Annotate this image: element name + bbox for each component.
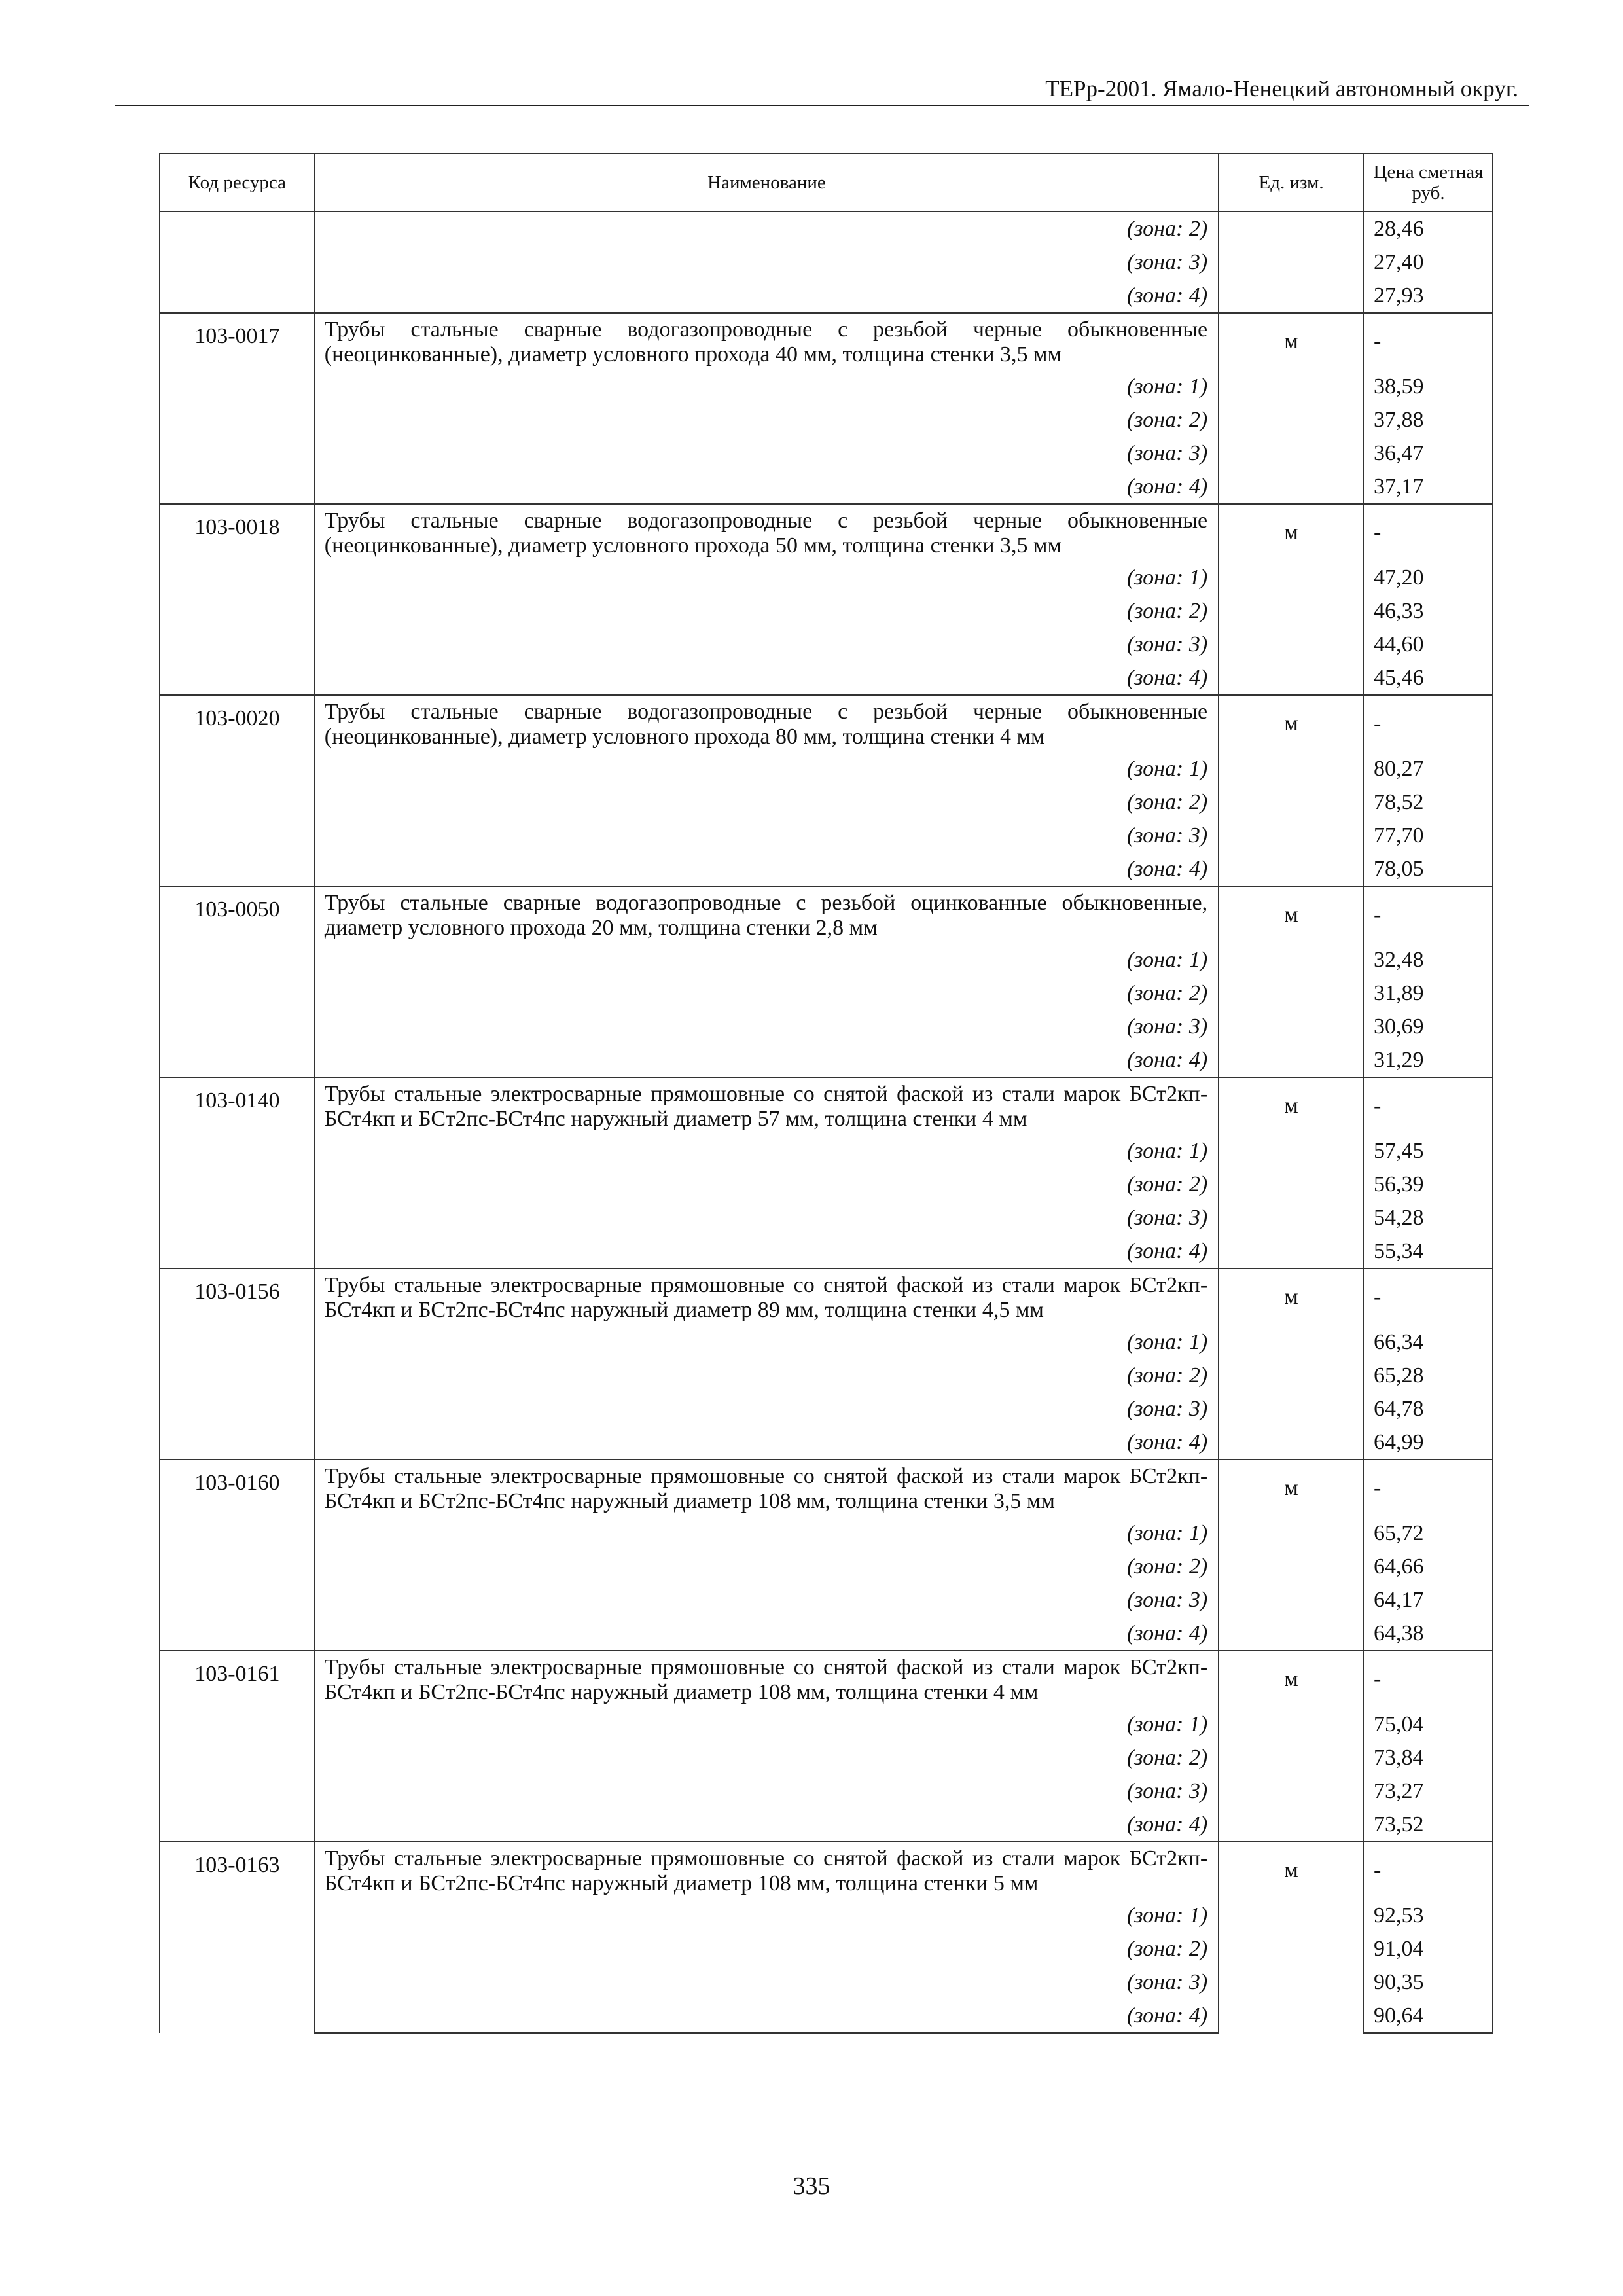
price-cell: 37,88 bbox=[1364, 403, 1493, 437]
zone-row bbox=[160, 1426, 1493, 1460]
table-row bbox=[160, 245, 1493, 279]
zone-cell: (зона: 2) bbox=[315, 1932, 1219, 1965]
price-cell: 54,28 bbox=[1364, 1201, 1493, 1234]
unit-cell bbox=[1219, 1426, 1364, 1460]
code-cell bbox=[160, 561, 315, 594]
zone-row bbox=[160, 1134, 1493, 1168]
zone-cell: (зона: 1) bbox=[315, 561, 1219, 594]
price-cell: 47,20 bbox=[1364, 561, 1493, 594]
price-cell: - bbox=[1364, 886, 1493, 943]
code-cell bbox=[160, 752, 315, 785]
zone-row bbox=[160, 1999, 1493, 2033]
table-row bbox=[160, 1651, 1493, 1708]
code-cell bbox=[160, 1583, 315, 1617]
zone-cell: (зона: 2) bbox=[315, 785, 1219, 819]
header-name: Наименование bbox=[315, 154, 1219, 211]
price-cell: 73,84 bbox=[1364, 1741, 1493, 1774]
zone-cell: (зона: 4) bbox=[315, 1617, 1219, 1651]
unit-cell bbox=[1219, 1234, 1364, 1268]
code-cell bbox=[160, 470, 315, 504]
price-cell: 65,72 bbox=[1364, 1516, 1493, 1550]
table-body bbox=[160, 211, 1493, 2033]
price-cell: 37,17 bbox=[1364, 470, 1493, 504]
zone-cell: (зона: 4) bbox=[315, 279, 1219, 313]
unit-cell bbox=[1219, 943, 1364, 977]
unit-cell bbox=[1219, 245, 1364, 279]
price-cell: - bbox=[1364, 504, 1493, 561]
code-cell bbox=[160, 370, 315, 403]
code-cell bbox=[160, 785, 315, 819]
price-cell: 78,05 bbox=[1364, 852, 1493, 886]
document-title: ТЕРр-2001. Ямало-Ненецкий автономный округ. bbox=[1045, 76, 1518, 101]
unit-cell bbox=[1219, 211, 1364, 245]
table-row bbox=[160, 1268, 1493, 1325]
zone-cell: (зона: 4) bbox=[315, 1999, 1219, 2033]
price-cell: 64,78 bbox=[1364, 1392, 1493, 1426]
price-cell: - bbox=[1364, 313, 1493, 370]
zone-row bbox=[160, 1932, 1493, 1965]
code-cell bbox=[160, 1617, 315, 1651]
unit-cell bbox=[1219, 1043, 1364, 1077]
resource-code-cell bbox=[160, 504, 315, 561]
resource-code-cell bbox=[160, 886, 315, 943]
resource-name: Трубы стальные электросварные прямошовные со снятой фаской из стали марок БСт2кп-БСт4кп и БСт2пс-БСт4пс наружный диаметр 57 мм, толщина стенки 4 мм bbox=[315, 1077, 1219, 1134]
code-cell bbox=[160, 1808, 315, 1842]
price-cell: 46,33 bbox=[1364, 594, 1493, 628]
resource-code-cell bbox=[160, 695, 315, 752]
code-cell bbox=[160, 594, 315, 628]
price-cell: 28,46 bbox=[1364, 211, 1493, 245]
table-row bbox=[160, 695, 1493, 752]
zone-cell: (зона: 3) bbox=[315, 628, 1219, 661]
code-cell bbox=[160, 1426, 315, 1460]
price-cell: - bbox=[1364, 1077, 1493, 1134]
page-header bbox=[115, 73, 1529, 106]
zone-cell: (зона: 3) bbox=[315, 1392, 1219, 1426]
resource-name: Трубы стальные электросварные прямошовные со снятой фаской из стали марок БСт2кп-БСт4кп и БСт2пс-БСт4пс наружный диаметр 108 мм, толщина стенки 5 мм bbox=[315, 1842, 1219, 1899]
zone-row bbox=[160, 1583, 1493, 1617]
resource-code: 103-0017 bbox=[194, 324, 280, 348]
zone-cell: (зона: 2) bbox=[315, 1741, 1219, 1774]
code-cell bbox=[160, 661, 315, 695]
unit-cell: м bbox=[1219, 1460, 1364, 1516]
price-cell: 65,28 bbox=[1364, 1359, 1493, 1392]
zone-row bbox=[160, 1774, 1493, 1808]
zone-row bbox=[160, 785, 1493, 819]
unit-cell bbox=[1219, 1550, 1364, 1583]
zone-row bbox=[160, 1234, 1493, 1268]
zone-cell: (зона: 4) bbox=[315, 1426, 1219, 1460]
zone-row bbox=[160, 370, 1493, 403]
resource-name: Трубы стальные электросварные прямошовные со снятой фаской из стали марок БСт2кп-БСт4кп и БСт2пс-БСт4пс наружный диаметр 108 мм, толщина стенки 3,5 мм bbox=[315, 1460, 1219, 1516]
unit-cell: м bbox=[1219, 1651, 1364, 1708]
resource-name: Трубы стальные электросварные прямошовные со снятой фаской из стали марок БСт2кп-БСт4кп и БСт2пс-БСт4пс наружный диаметр 108 мм, толщина стенки 4 мм bbox=[315, 1651, 1219, 1708]
resource-code: 103-0163 bbox=[194, 1853, 280, 1877]
code-cell bbox=[160, 977, 315, 1010]
zone-cell: (зона: 1) bbox=[315, 1325, 1219, 1359]
zone-row bbox=[160, 852, 1493, 886]
price-cell: 56,39 bbox=[1364, 1168, 1493, 1201]
zone-row bbox=[160, 470, 1493, 504]
unit-cell: м bbox=[1219, 1077, 1364, 1134]
zone-row bbox=[160, 561, 1493, 594]
zone-cell: (зона: 2) bbox=[315, 594, 1219, 628]
unit-cell bbox=[1219, 1808, 1364, 1842]
zone-row bbox=[160, 1741, 1493, 1774]
price-cell: 78,52 bbox=[1364, 785, 1493, 819]
unit-cell bbox=[1219, 977, 1364, 1010]
unit-cell bbox=[1219, 1583, 1364, 1617]
resource-code: 103-0156 bbox=[194, 1280, 280, 1304]
unit-cell bbox=[1219, 1516, 1364, 1550]
unit-cell bbox=[1219, 1708, 1364, 1741]
unit-cell bbox=[1219, 561, 1364, 594]
code-cell bbox=[160, 1999, 315, 2033]
zone-row bbox=[160, 1168, 1493, 1201]
zone-row bbox=[160, 1392, 1493, 1426]
resource-code: 103-0018 bbox=[194, 515, 280, 539]
code-cell bbox=[160, 1010, 315, 1043]
unit-cell bbox=[1219, 1741, 1364, 1774]
zone-cell: (зона: 3) bbox=[315, 1583, 1219, 1617]
table-header-row bbox=[160, 154, 1493, 211]
header-price: Цена сметная руб. bbox=[1364, 154, 1493, 211]
price-cell: - bbox=[1364, 695, 1493, 752]
price-cell: 90,64 bbox=[1364, 1999, 1493, 2033]
zone-row bbox=[160, 1201, 1493, 1234]
resource-code: 103-0161 bbox=[194, 1662, 280, 1686]
unit-cell bbox=[1219, 1134, 1364, 1168]
zone-row bbox=[160, 661, 1493, 695]
zone-cell: (зона: 4) bbox=[315, 1808, 1219, 1842]
unit-cell bbox=[1219, 1325, 1364, 1359]
price-cell: 55,34 bbox=[1364, 1234, 1493, 1268]
code-cell bbox=[160, 819, 315, 852]
zone-cell: (зона: 1) bbox=[315, 1134, 1219, 1168]
code-cell bbox=[160, 1550, 315, 1583]
zone-cell: (зона: 3) bbox=[315, 1201, 1219, 1234]
zone-cell: (зона: 3) bbox=[315, 1965, 1219, 1999]
code-cell bbox=[160, 1741, 315, 1774]
zone-row bbox=[160, 943, 1493, 977]
unit-cell bbox=[1219, 594, 1364, 628]
zone-row bbox=[160, 977, 1493, 1010]
unit-cell bbox=[1219, 403, 1364, 437]
zone-row bbox=[160, 1325, 1493, 1359]
code-cell bbox=[160, 1516, 315, 1550]
unit-cell bbox=[1219, 279, 1364, 313]
price-cell: 75,04 bbox=[1364, 1708, 1493, 1741]
unit-cell bbox=[1219, 1392, 1364, 1426]
unit-cell bbox=[1219, 1899, 1364, 1932]
table-row bbox=[160, 504, 1493, 561]
unit-cell bbox=[1219, 1999, 1364, 2033]
price-cell: - bbox=[1364, 1842, 1493, 1899]
price-cell: 92,53 bbox=[1364, 1899, 1493, 1932]
code-cell bbox=[160, 852, 315, 886]
price-cell: 30,69 bbox=[1364, 1010, 1493, 1043]
code-cell bbox=[160, 403, 315, 437]
price-cell: 57,45 bbox=[1364, 1134, 1493, 1168]
resource-code-cell bbox=[160, 1651, 315, 1708]
zone-cell: (зона: 3) bbox=[315, 437, 1219, 470]
price-cell: 45,46 bbox=[1364, 661, 1493, 695]
unit-cell bbox=[1219, 819, 1364, 852]
price-cell: 27,93 bbox=[1364, 279, 1493, 313]
code-cell bbox=[160, 1774, 315, 1808]
unit-cell bbox=[1219, 785, 1364, 819]
code-cell bbox=[160, 1932, 315, 1965]
zone-cell: (зона: 1) bbox=[315, 370, 1219, 403]
resource-code-cell bbox=[160, 1460, 315, 1516]
zone-cell: (зона: 2) bbox=[315, 1168, 1219, 1201]
price-cell: 77,70 bbox=[1364, 819, 1493, 852]
zone-cell: (зона: 3) bbox=[315, 1774, 1219, 1808]
price-table bbox=[159, 153, 1493, 2034]
resource-name: Трубы стальные сварные водогазопроводные с резьбой черные обыкновенные (неоцинкованные), диаметр условного прохода 50 мм, толщина стенки 3,5 мм bbox=[315, 504, 1219, 561]
zone-cell: (зона: 2) bbox=[315, 1359, 1219, 1392]
code-cell bbox=[160, 437, 315, 470]
unit-cell bbox=[1219, 661, 1364, 695]
resource-code: 103-0140 bbox=[194, 1088, 280, 1113]
code-cell bbox=[160, 1325, 315, 1359]
unit-cell bbox=[1219, 1774, 1364, 1808]
unit-cell: м bbox=[1219, 695, 1364, 752]
unit-cell: м bbox=[1219, 1268, 1364, 1325]
zone-cell: (зона: 1) bbox=[315, 1899, 1219, 1932]
unit-cell bbox=[1219, 1617, 1364, 1651]
resource-name: Трубы стальные сварные водогазопроводные с резьбой оцинкованные обыкновенные, диаметр условного прохода 20 мм, толщина стенки 2,8 мм bbox=[315, 886, 1219, 943]
zone-row bbox=[160, 752, 1493, 785]
page-number: 335 bbox=[793, 2172, 830, 2200]
zone-row bbox=[160, 1808, 1493, 1842]
zone-row bbox=[160, 594, 1493, 628]
header-unit: Ед. изм. bbox=[1219, 154, 1364, 211]
price-cell: 64,99 bbox=[1364, 1426, 1493, 1460]
unit-cell bbox=[1219, 1359, 1364, 1392]
resource-code-cell bbox=[160, 1077, 315, 1134]
zone-cell: (зона: 2) bbox=[315, 403, 1219, 437]
zone-row bbox=[160, 819, 1493, 852]
zone-cell: (зона: 2) bbox=[315, 1550, 1219, 1583]
code-cell bbox=[160, 1168, 315, 1201]
zone-row bbox=[160, 1708, 1493, 1741]
zone-row bbox=[160, 1899, 1493, 1932]
price-cell: 32,48 bbox=[1364, 943, 1493, 977]
header-code: Код ресурса bbox=[160, 154, 315, 211]
unit-cell bbox=[1219, 437, 1364, 470]
code-cell bbox=[160, 1134, 315, 1168]
unit-cell bbox=[1219, 852, 1364, 886]
zone-cell: (зона: 3) bbox=[315, 245, 1219, 279]
resource-code: 103-0020 bbox=[194, 706, 280, 730]
table-row bbox=[160, 279, 1493, 313]
zone-cell: (зона: 1) bbox=[315, 1516, 1219, 1550]
code-cell bbox=[160, 245, 315, 279]
code-cell bbox=[160, 628, 315, 661]
price-cell: 64,38 bbox=[1364, 1617, 1493, 1651]
price-cell: 90,35 bbox=[1364, 1965, 1493, 1999]
code-cell bbox=[160, 1708, 315, 1741]
code-cell bbox=[160, 943, 315, 977]
price-cell: 66,34 bbox=[1364, 1325, 1493, 1359]
resource-code-cell bbox=[160, 313, 315, 370]
resource-code: 103-0160 bbox=[194, 1471, 280, 1495]
unit-cell bbox=[1219, 752, 1364, 785]
table-row bbox=[160, 886, 1493, 943]
resource-code: 103-0050 bbox=[194, 897, 280, 922]
zone-row bbox=[160, 437, 1493, 470]
unit-cell bbox=[1219, 628, 1364, 661]
price-cell: 91,04 bbox=[1364, 1932, 1493, 1965]
price-cell: 73,27 bbox=[1364, 1774, 1493, 1808]
code-cell bbox=[160, 1899, 315, 1932]
code-cell bbox=[160, 1234, 315, 1268]
unit-cell bbox=[1219, 1201, 1364, 1234]
price-cell: 27,40 bbox=[1364, 245, 1493, 279]
unit-cell bbox=[1219, 1965, 1364, 1999]
unit-cell bbox=[1219, 1168, 1364, 1201]
price-cell: 44,60 bbox=[1364, 628, 1493, 661]
code-cell bbox=[160, 1359, 315, 1392]
resource-name: Трубы стальные сварные водогазопроводные с резьбой черные обыкновенные (неоцинкованные), диаметр условного прохода 40 мм, толщина стенки 3,5 мм bbox=[315, 313, 1219, 370]
zone-row bbox=[160, 628, 1493, 661]
zone-cell: (зона: 1) bbox=[315, 1708, 1219, 1741]
unit-cell bbox=[1219, 370, 1364, 403]
price-cell: - bbox=[1364, 1651, 1493, 1708]
table-row bbox=[160, 211, 1493, 245]
unit-cell bbox=[1219, 1932, 1364, 1965]
price-cell: 36,47 bbox=[1364, 437, 1493, 470]
price-cell: 38,59 bbox=[1364, 370, 1493, 403]
unit-cell: м bbox=[1219, 886, 1364, 943]
table-row bbox=[160, 1842, 1493, 1899]
zone-cell: (зона: 1) bbox=[315, 943, 1219, 977]
unit-cell: м bbox=[1219, 504, 1364, 561]
table-row bbox=[160, 1460, 1493, 1516]
zone-row bbox=[160, 1516, 1493, 1550]
zone-cell: (зона: 2) bbox=[315, 211, 1219, 245]
zone-row bbox=[160, 1965, 1493, 1999]
price-cell: 64,66 bbox=[1364, 1550, 1493, 1583]
code-cell bbox=[160, 1201, 315, 1234]
price-cell: 31,29 bbox=[1364, 1043, 1493, 1077]
zone-cell: (зона: 3) bbox=[315, 1010, 1219, 1043]
resource-name: Трубы стальные электросварные прямошовные со снятой фаской из стали марок БСт2кп-БСт4кп и БСт2пс-БСт4пс наружный диаметр 89 мм, толщина стенки 4,5 мм bbox=[315, 1268, 1219, 1325]
price-cell: - bbox=[1364, 1268, 1493, 1325]
resource-code-cell bbox=[160, 1268, 315, 1325]
zone-cell: (зона: 1) bbox=[315, 752, 1219, 785]
price-cell: - bbox=[1364, 1460, 1493, 1516]
zone-cell: (зона: 4) bbox=[315, 1234, 1219, 1268]
price-cell: 31,89 bbox=[1364, 977, 1493, 1010]
table-row bbox=[160, 313, 1493, 370]
zone-cell: (зона: 4) bbox=[315, 470, 1219, 504]
zone-cell: (зона: 3) bbox=[315, 819, 1219, 852]
zone-row bbox=[160, 1359, 1493, 1392]
price-cell: 64,17 bbox=[1364, 1583, 1493, 1617]
price-cell: 80,27 bbox=[1364, 752, 1493, 785]
resource-code-cell bbox=[160, 1842, 315, 1899]
zone-row bbox=[160, 1617, 1493, 1651]
price-cell: 73,52 bbox=[1364, 1808, 1493, 1842]
zone-cell: (зона: 4) bbox=[315, 1043, 1219, 1077]
zone-row bbox=[160, 403, 1493, 437]
code-cell bbox=[160, 279, 315, 313]
unit-cell: м bbox=[1219, 313, 1364, 370]
unit-cell bbox=[1219, 1010, 1364, 1043]
zone-row bbox=[160, 1550, 1493, 1583]
resource-name: Трубы стальные сварные водогазопроводные с резьбой черные обыкновенные (неоцинкованные), диаметр условного прохода 80 мм, толщина стенки 4 мм bbox=[315, 695, 1219, 752]
code-cell bbox=[160, 1965, 315, 1999]
zone-cell: (зона: 4) bbox=[315, 852, 1219, 886]
unit-cell bbox=[1219, 470, 1364, 504]
zone-row bbox=[160, 1010, 1493, 1043]
code-cell bbox=[160, 1392, 315, 1426]
table-row bbox=[160, 1077, 1493, 1134]
code-cell bbox=[160, 1043, 315, 1077]
code-cell bbox=[160, 211, 315, 245]
zone-cell: (зона: 4) bbox=[315, 661, 1219, 695]
zone-cell: (зона: 2) bbox=[315, 977, 1219, 1010]
unit-cell: м bbox=[1219, 1842, 1364, 1899]
zone-row bbox=[160, 1043, 1493, 1077]
